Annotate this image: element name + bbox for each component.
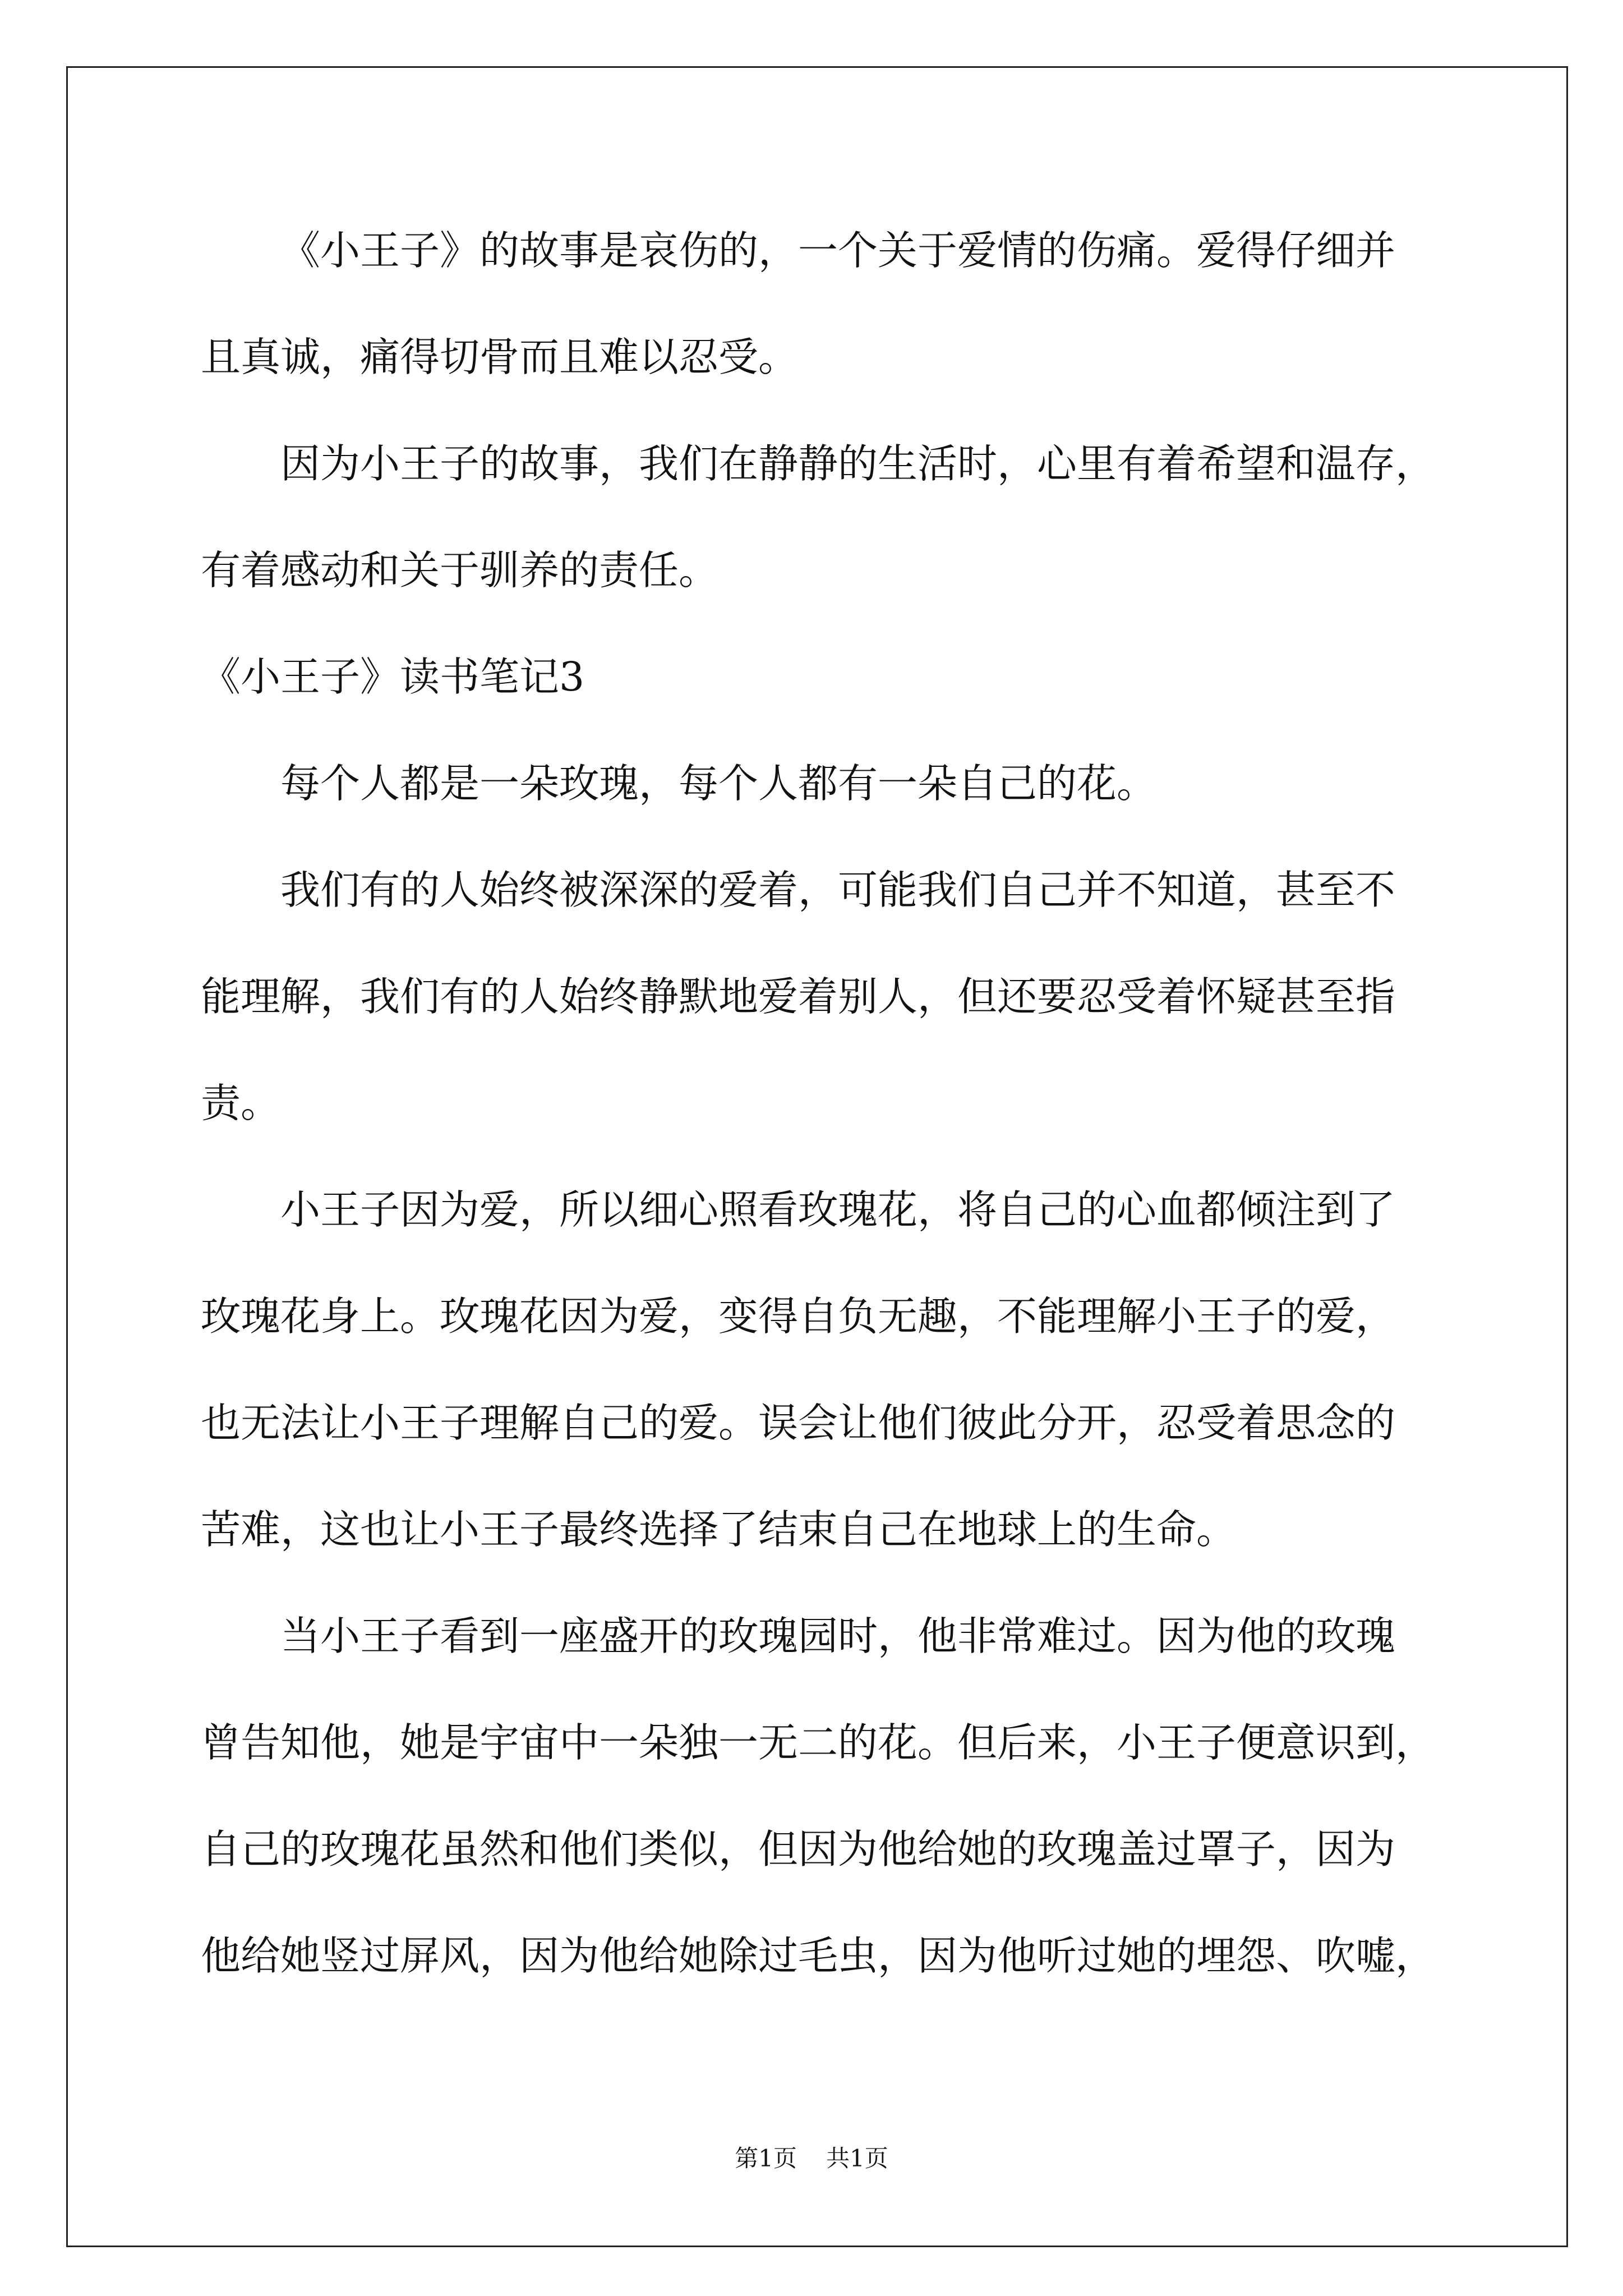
- section-heading-block: [201, 624, 1547, 730]
- paragraph: [201, 411, 1547, 624]
- paragraph-line: 且真诚，痛得切骨而且难以忍受。: [201, 334, 799, 380]
- section-heading: 《小王子》读书笔记3: [201, 654, 585, 700]
- paragraph-line: 我们有的人始终被深深的爱着，可能我们自己并不知道，甚至不: [280, 867, 1396, 913]
- paragraph-line: 能理解，我们有的人始终静默地爱着别人，但还要忍受着怀疑甚至指: [201, 973, 1396, 1020]
- paragraph-line: 自己的玫瑰花虽然和他们类似，但因为他给她的玫瑰盖过罩子，因为: [201, 1826, 1396, 1872]
- document-body: [201, 197, 1547, 2009]
- paragraph-line: 责。: [201, 1080, 281, 1126]
- paragraph-line: 每个人都是一朵玫瑰，每个人都有一朵自己的花。: [280, 760, 1157, 807]
- paragraph-line: 《小王子》的故事是哀伤的，一个关于爱情的伤痛。爱得仔细并: [280, 227, 1396, 274]
- paragraph-line: 曾告知他，她是宇宙中一朵独一无二的花。但后来，小王子便意识到，: [201, 1719, 1436, 1766]
- paragraph: [201, 197, 1547, 411]
- paragraph-line: 小王子因为爱，所以细心照看玫瑰花，将自己的心血都倾注到了: [280, 1186, 1396, 1233]
- paragraph: [201, 730, 1547, 837]
- paragraph-line: 因为小王子的故事，我们在静静的生活时，心里有着希望和温存，: [280, 440, 1436, 487]
- paragraph-line: 玫瑰花身上。玫瑰花因为爱，变得自负无趣，不能理解小王子的爱，: [201, 1293, 1396, 1340]
- page-total: 共1页: [826, 2145, 888, 2172]
- paragraph: [201, 837, 1547, 1157]
- paragraph: [201, 1157, 1547, 1583]
- paragraph-line: 他给她竖过屏风，因为他给她除过毛虫，因为他听过她的埋怨、吹嘘，: [201, 1932, 1436, 1979]
- page-number: 第1页: [735, 2145, 797, 2172]
- page-footer: [0, 2143, 1623, 2174]
- paragraph: [201, 1583, 1547, 2009]
- paragraph-line: 有着感动和关于驯养的责任。: [201, 547, 719, 593]
- paragraph-line: 也无法让小王子理解自己的爱。误会让他们彼此分开，忍受着思念的: [201, 1400, 1396, 1446]
- paragraph-line: 当小王子看到一座盛开的玫瑰园时，他非常难过。因为他的玫瑰: [280, 1613, 1396, 1659]
- paragraph-line: 苦难，这也让小王子最终选择了结束自己在地球上的生命。: [201, 1506, 1237, 1553]
